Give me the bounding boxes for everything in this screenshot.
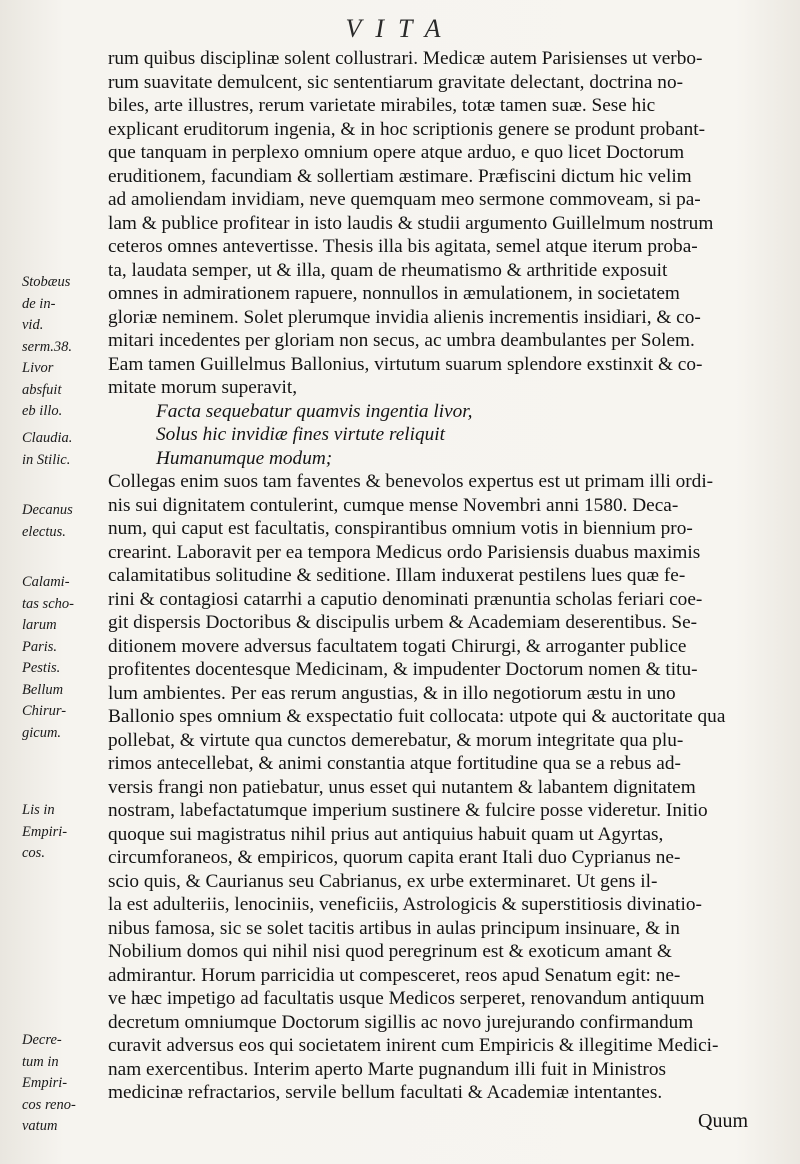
text-line: curavit adversus eos qui societatem inirent cum Empiricis & illegitime Medici- <box>108 1035 719 1056</box>
running-head: VITA <box>345 14 455 43</box>
margin-line: Bellum <box>22 681 64 698</box>
text-line: que tanquam in perplexo omnium opere atque arduo, e quo licet Doctorum <box>108 142 685 163</box>
text-line: rum quibus disciplinæ solent collustrari. Medicæ autem Parisienses ut verbo- <box>108 48 703 69</box>
text-line: rimos antecellebat, & animi constantia atque fortitudine qua se a rebus ad- <box>108 753 681 774</box>
margin-line: Decre- <box>22 1032 62 1048</box>
margin-line: Lis in <box>22 802 55 818</box>
margin-note-lis <box>22 800 98 865</box>
text-line: omnes in admirationem rapuere, nonnullos in æmulationem, in societatem <box>108 283 680 304</box>
text-line: ad amoliendam invidiam, neve quemquam meo sermone commoveam, si pa- <box>108 189 701 210</box>
margin-note-decanus <box>22 500 98 543</box>
text-line: num, qui caput est facultatis, conspirantibus omnium votis in biennium pro- <box>108 518 693 539</box>
body-text <box>108 47 786 1105</box>
margin-line: Livor <box>22 360 54 376</box>
text-line: circumforaneos, & empiricos, quorum capita erant Itali duo Cyprianus ne- <box>108 847 681 868</box>
text-line: calamitatibus solitudine & seditione. Illam induxerat pestilens lues quæ fe- <box>108 565 686 586</box>
margin-line: Decanus <box>22 502 73 518</box>
text-line: ditionem movere adversus facultatem togati Chirurgi, & arroganter publice <box>108 635 687 657</box>
text-line: Eam tamen Guillelmus Ballonius, virtutum suarum splendore exstinxit & co- <box>108 353 703 375</box>
text-line: ve hæc impetigo ad facultatis usque Medicos serperet, renovandum antiquum <box>108 988 705 1009</box>
margin-note-claudian <box>22 428 98 471</box>
text-line: lum ambientes. Per eas rerum angustias, & in illo negotiorum æstu in uno <box>108 682 676 704</box>
margin-line: larum <box>22 617 57 633</box>
margin-note-decretum <box>22 1030 98 1138</box>
margin-line: absfuit <box>22 381 62 398</box>
margin-line: de in- <box>22 295 56 312</box>
verse-line: Solus hic invidiæ fines virtute reliquit <box>156 424 446 445</box>
verse-line: Facta sequebatur quamvis ingentia livor, <box>156 400 473 422</box>
margin-line: tum in <box>22 1053 59 1070</box>
text-line: explicant eruditorum ingenia, & in hoc scriptionis genere se produnt probant- <box>108 118 706 140</box>
text-line: nostram, labefactatumque imperium sustinere & fulcire posse videretur. Initio <box>108 800 708 821</box>
text-line: ta, laudata semper, ut & illa, quam de rheumatismo & arthritide exposuit <box>108 259 668 281</box>
margin-line: serm.38. <box>22 338 72 355</box>
margin-line: Chirur- <box>22 703 67 719</box>
margin-line: gicum. <box>22 724 62 741</box>
margin-line: Paris. <box>22 638 58 655</box>
text-line: la est adulteriis, lenociniis, veneficiis, Astrologicis & superstitiosis divinatio- <box>108 894 702 915</box>
text-line: rini & contagiosi catarrhi a caputio denominati prænuntia scholas feriari coe- <box>108 588 703 610</box>
margin-line: Calami- <box>22 574 70 590</box>
text-line: admirantur. Horum parricidia ut compesceret, reos apud Senatum egit: ne- <box>108 964 681 986</box>
margin-line: vid. <box>22 317 44 333</box>
text-line: mitari incedentes per gloriam non secus, ac umbra deambulantes per Solem. <box>108 330 695 351</box>
text-line: versis frangi non patiebatur, unus esset qui nutantem & labantem dignitatem <box>108 776 696 798</box>
margin-line: cos. <box>22 845 45 861</box>
text-line: eruditionem, facundiam & sollertiam æstimare. Præfiscini dictum hic velim <box>108 165 692 187</box>
margin-line: cos reno- <box>22 1096 76 1113</box>
text-line: nam exercentibus. Interim aperto Marte pugnandum illi fuit in Ministros <box>108 1058 666 1080</box>
text-line: Nobilium domos qui nihil nisi quod peregrinum est & exoticum amant & <box>108 941 672 962</box>
text-line: quoque sui magistratus nihil prius aut antiquius habuit quam ut Agyrtas, <box>108 823 664 845</box>
margin-line: electus. <box>22 523 66 540</box>
margin-line: eb illo. <box>22 403 63 419</box>
text-line: Ballonio spes omnium & exspectatio fuit collocata: utpote qui & auctoritate qua <box>108 706 726 727</box>
text-line: ceteros omnes antevertisse. Thesis illa bis agitata, semel atque iterum proba- <box>108 236 698 257</box>
text-line: mitate morum superavit, <box>108 377 298 398</box>
catchword: Quum <box>698 1110 748 1132</box>
margin-line: Pestis. <box>22 660 61 676</box>
margin-line: vatum <box>22 1118 58 1134</box>
text-line: profitentes docentesque Medicinam, & impudenter Doctorum nomen & titu- <box>108 659 698 680</box>
margin-line: Stobæus <box>22 274 71 290</box>
text-line: Collegas enim suos tam faventes & benevolos expertus est ut primam illi ordi- <box>108 471 714 492</box>
margin-line: Empiri- <box>22 1075 68 1091</box>
text-line: decretum omniumque Doctorum sigillis ac novo jurejurando confirmandum <box>108 1011 694 1033</box>
margin-line: in Stilic. <box>22 451 71 468</box>
verse-line: Humanumque modum; <box>156 447 333 469</box>
text-line: nis sui dignitatem contulerint, cumque mense Novembri anni 1580. Deca- <box>108 494 679 516</box>
text-line: gloriæ neminem. Solet plerumque invidia alienis incrementis insidiari, & co- <box>108 306 701 328</box>
text-line: crearint. Laboravit per ea tempora Medicus ordo Parisiensis duabus maximis <box>108 541 701 563</box>
text-line: git dispersis Doctoribus & discipulis urbem & Academiam deserentibus. Se- <box>108 612 698 633</box>
text-line: rum suavitate demulcent, sic sententiarum gravitate delectant, doctrina no- <box>108 71 684 93</box>
text-line: scio quis, & Caurianus seu Cabrianus, ex urbe exterminaret. Ut gens il- <box>108 870 658 892</box>
margin-note-calamitas <box>22 572 98 744</box>
text-line: nibus famosa, sic se solet tacitis artibus in aulas principum insinuare, & in <box>108 917 680 939</box>
text-line: biles, arte illustres, rerum varietate mirabiles, totæ tamen suæ. Sese hic <box>108 95 656 116</box>
text-line: lam & publice profitear in isto laudis & studii argumento Guillelmum nostrum <box>108 212 714 234</box>
margin-line: tas scho- <box>22 595 74 612</box>
margin-line: Empiri- <box>22 823 68 840</box>
text-line: pollebat, & virtute qua cunctos demerebatur, & morum integritate qua plu- <box>108 729 684 751</box>
margin-note-stobaeus <box>22 272 98 423</box>
text-line: medicinæ refractarios, servile bellum facultati & Academiæ intentantes. <box>108 1082 663 1103</box>
margin-line: Claudia. <box>22 430 73 446</box>
